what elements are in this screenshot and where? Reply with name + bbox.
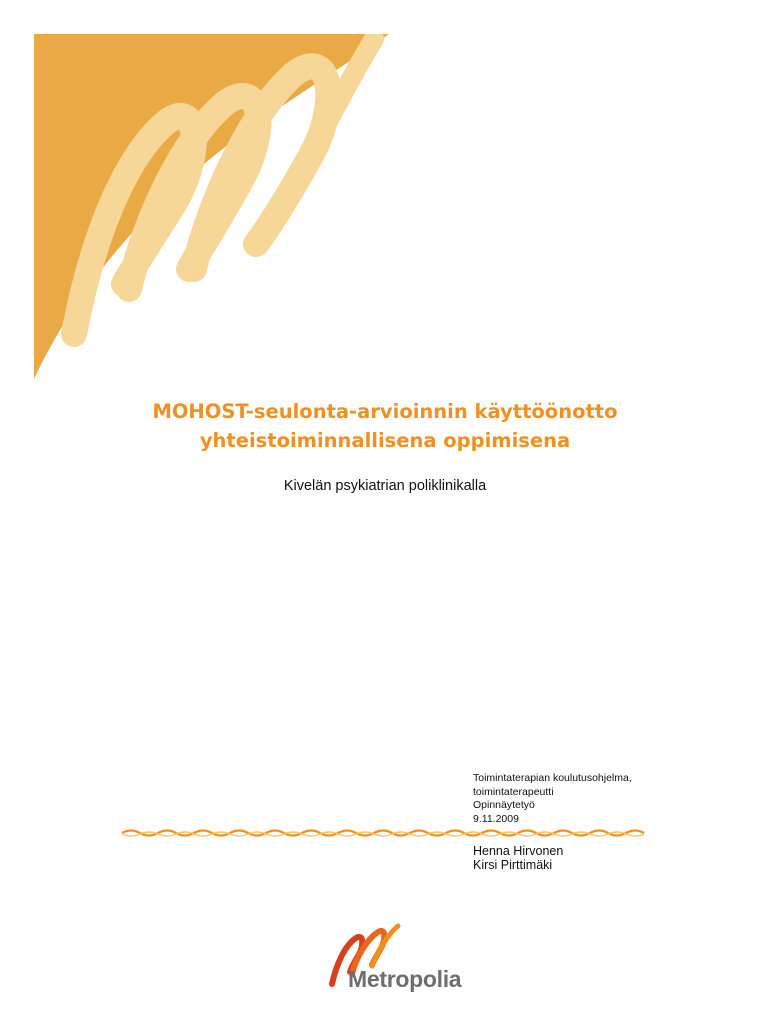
authors bbox=[473, 844, 563, 872]
program-line-2: toimintaterapeutti bbox=[473, 785, 554, 798]
thesis-date: 9.11.2009 bbox=[473, 812, 519, 825]
program-line-1: Toimintaterapian koulutusohjelma, bbox=[473, 772, 632, 784]
document-subtitle: Kivelän psykiatrian poliklinikalla bbox=[283, 478, 487, 494]
wavy-divider bbox=[122, 826, 646, 840]
document-title bbox=[0, 397, 770, 455]
thesis-info bbox=[473, 772, 632, 826]
metropolia-logo-text: Metropolia bbox=[348, 966, 462, 992]
title-line-1: MOHOST-seulonta-arvioinnin käyttöönotto bbox=[152, 400, 618, 423]
author-1: Henna Hirvonen bbox=[473, 844, 564, 858]
decorative-swirl-graphic bbox=[34, 34, 394, 379]
title-line-2: yhteistoiminnallisena oppimisena bbox=[199, 429, 571, 452]
author-2: Kirsi Pirttimäki bbox=[473, 858, 553, 872]
thesis-type: Opinnäytetyö bbox=[473, 799, 535, 811]
metropolia-logo bbox=[326, 918, 476, 998]
